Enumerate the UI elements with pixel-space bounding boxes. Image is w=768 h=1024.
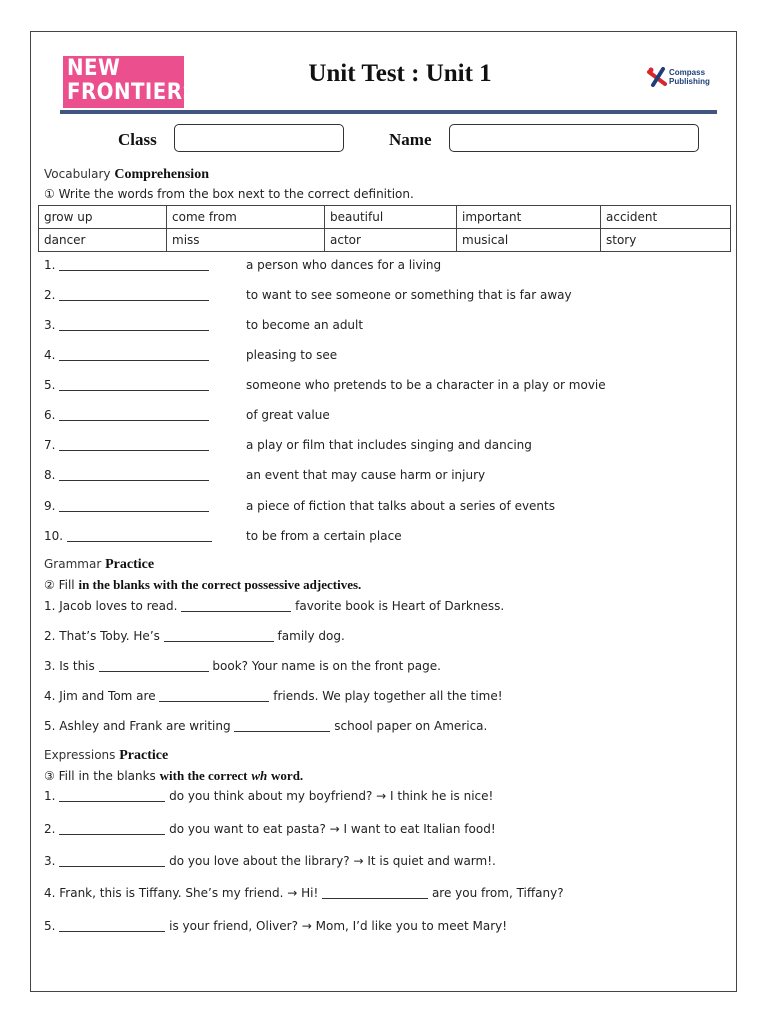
answer-blank[interactable] <box>164 629 274 642</box>
answer-blank[interactable] <box>59 378 209 391</box>
sentence-start: 3. <box>44 854 56 868</box>
answer-blank[interactable] <box>59 789 165 802</box>
answer-blank[interactable] <box>159 689 269 702</box>
sentence-start: 4. Jim and Tom are <box>44 689 156 703</box>
item-number: 4. <box>44 348 56 362</box>
answer-blank[interactable] <box>181 599 291 612</box>
word-cell: miss <box>167 229 325 252</box>
vocab-definition-3: to become an adult <box>246 318 364 332</box>
vocab-item-6 <box>44 408 209 422</box>
sentence-end: are you from, Tiffany? <box>431 886 564 900</box>
answer-blank[interactable] <box>234 719 330 732</box>
answer-blank[interactable] <box>67 529 212 542</box>
word-cell: actor <box>325 229 457 252</box>
item-number: 2. <box>44 288 56 302</box>
answer-blank[interactable] <box>59 822 165 835</box>
item-number: 1. <box>44 258 56 272</box>
vocab-item-1 <box>44 258 209 272</box>
vocab-item-9 <box>44 499 209 513</box>
answer-blank[interactable] <box>322 886 428 899</box>
item-number: 10. <box>44 529 64 543</box>
grammar-instruction-light: Fill <box>58 578 75 592</box>
grammar-item-3 <box>44 659 441 673</box>
vocab-item-4 <box>44 348 209 362</box>
vocabulary-heading <box>44 167 209 183</box>
expressions-item-3 <box>44 854 496 868</box>
word-cell: dancer <box>39 229 167 252</box>
vocab-item-7 <box>44 438 209 452</box>
grammar-item-5 <box>44 719 487 733</box>
sentence-end: school paper on America. <box>334 719 488 733</box>
sentence-start: 2. That’s Toby. He’s <box>44 629 160 643</box>
sentence-start: 4. Frank, this is Tiffany. She’s my friend. → Hi! <box>44 886 319 900</box>
vocabulary-heading-bold: Comprehension <box>114 167 209 182</box>
grammar-heading <box>44 557 154 573</box>
item-number: 5. <box>44 378 56 392</box>
grammar-number: ② <box>44 578 55 592</box>
sentence-end: do you want to eat pasta? → I want to eat Italian food! <box>169 822 496 836</box>
vocab-definition-6: of great value <box>246 408 330 422</box>
word-cell: musical <box>457 229 601 252</box>
word-cell: grow up <box>39 206 167 229</box>
new-frontiers-logo <box>63 56 198 108</box>
expressions-item-4 <box>44 886 564 900</box>
sentence-end: favorite book is Heart of Darkness. <box>295 599 505 613</box>
vocab-definition-4: pleasing to see <box>246 348 338 362</box>
compass-star-icon <box>647 66 667 88</box>
expressions-number: ③ <box>44 769 55 783</box>
sentence-end: do you love about the library? → It is quiet and warm!. <box>169 854 496 868</box>
word-box-table <box>38 205 731 252</box>
grammar-item-2 <box>44 629 345 643</box>
vocab-definition-7: a play or film that includes singing and dancing <box>246 438 532 452</box>
header-rule <box>60 110 717 114</box>
word-box-row <box>39 229 731 252</box>
answer-blank[interactable] <box>59 288 209 301</box>
item-number: 9. <box>44 499 56 513</box>
sentence-start: 2. <box>44 822 56 836</box>
vocab-item-3 <box>44 318 209 332</box>
class-label: Class <box>118 130 157 149</box>
answer-blank[interactable] <box>59 468 209 481</box>
sentence-start: 5. <box>44 919 56 933</box>
vocab-item-2 <box>44 288 209 302</box>
page-title: Unit Test : Unit 1 <box>308 60 492 87</box>
sentence-end: family dog. <box>277 629 345 643</box>
vocab-definition-1: a person who dances for a living <box>246 258 442 272</box>
grammar-instruction-bold: in the blanks with the correct possessive adjectives. <box>78 577 362 592</box>
item-number: 3. <box>44 318 56 332</box>
sentence-start: 3. Is this <box>44 659 95 673</box>
logo-line-1: NEW <box>67 56 121 81</box>
vocab-definition-9: a piece of fiction that talks about a series of events <box>246 499 555 513</box>
word-cell: accident <box>601 206 731 229</box>
vocab-item-8 <box>44 468 209 482</box>
vocab-definition-8: an event that may cause harm or injury <box>246 468 486 482</box>
word-cell: come from <box>167 206 325 229</box>
sentence-end: friends. We play together all the time! <box>273 689 503 703</box>
expressions-instruction-wh: wh <box>251 768 268 783</box>
item-number: 7. <box>44 438 56 452</box>
publisher-name <box>669 68 710 86</box>
vocabulary-instruction <box>44 187 414 201</box>
sentence-start: 1. <box>44 789 56 803</box>
expressions-heading-light: Expressions <box>44 748 116 762</box>
answer-blank[interactable] <box>59 919 165 932</box>
expressions-heading <box>44 748 168 764</box>
answer-blank[interactable] <box>59 258 209 271</box>
publisher-line-2: Publishing <box>669 77 710 86</box>
expressions-item-1 <box>44 789 493 803</box>
word-box-row <box>39 206 731 229</box>
sentence-start: 5. Ashley and Frank are writing <box>44 719 231 733</box>
grammar-heading-light: Grammar <box>44 557 102 571</box>
expressions-instruction-light: Fill in the blanks <box>58 769 156 783</box>
item-number: 6. <box>44 408 56 422</box>
sentence-end: book? Your name is on the front page. <box>212 659 441 673</box>
expressions-instruction <box>44 768 303 784</box>
vocabulary-number: ① <box>44 187 55 201</box>
grammar-item-1 <box>44 599 504 613</box>
sentence-start: 1. Jacob loves to read. <box>44 599 178 613</box>
grammar-heading-bold: Practice <box>105 557 155 572</box>
answer-blank[interactable] <box>59 318 209 331</box>
expressions-heading-bold: Practice <box>119 748 169 763</box>
answer-blank[interactable] <box>59 438 209 451</box>
logo-line-2: FRONTIERS <box>67 80 198 105</box>
name-label: Name <box>389 130 432 149</box>
vocab-item-10 <box>44 529 212 543</box>
answer-blank[interactable] <box>59 348 209 361</box>
grammar-item-4 <box>44 689 503 703</box>
answer-blank[interactable] <box>59 499 209 512</box>
vocabulary-instruction-text: Write the words from the box next to the correct definition. <box>58 187 414 201</box>
item-number: 8. <box>44 468 56 482</box>
publisher-line-1: Compass <box>669 68 706 77</box>
answer-blank[interactable] <box>59 854 165 867</box>
vocab-definition-2: to want to see someone or something that is far away <box>246 288 572 302</box>
name-field[interactable] <box>449 124 699 152</box>
vocab-definition-5: someone who pretends to be a character in a play or movie <box>246 378 606 392</box>
word-cell: story <box>601 229 731 252</box>
expressions-instruction-bold-b: word. <box>271 768 304 783</box>
sentence-end: do you think about my boyfriend? → I think he is nice! <box>169 789 494 803</box>
answer-blank[interactable] <box>99 659 209 672</box>
vocab-definition-10: to be from a certain place <box>246 529 402 543</box>
compass-publishing-logo <box>647 66 717 88</box>
vocab-item-5 <box>44 378 209 392</box>
vocabulary-heading-light: Vocabulary <box>44 167 111 181</box>
grammar-instruction <box>44 577 361 593</box>
word-cell: important <box>457 206 601 229</box>
sentence-end: is your friend, Oliver? → Mom, I’d like you to meet Mary! <box>169 919 508 933</box>
class-field[interactable] <box>174 124 344 152</box>
expressions-instruction-bold-a: with the correct <box>159 768 248 783</box>
expressions-item-5 <box>44 919 507 933</box>
expressions-item-2 <box>44 822 496 836</box>
answer-blank[interactable] <box>59 408 209 421</box>
word-cell: beautiful <box>325 206 457 229</box>
